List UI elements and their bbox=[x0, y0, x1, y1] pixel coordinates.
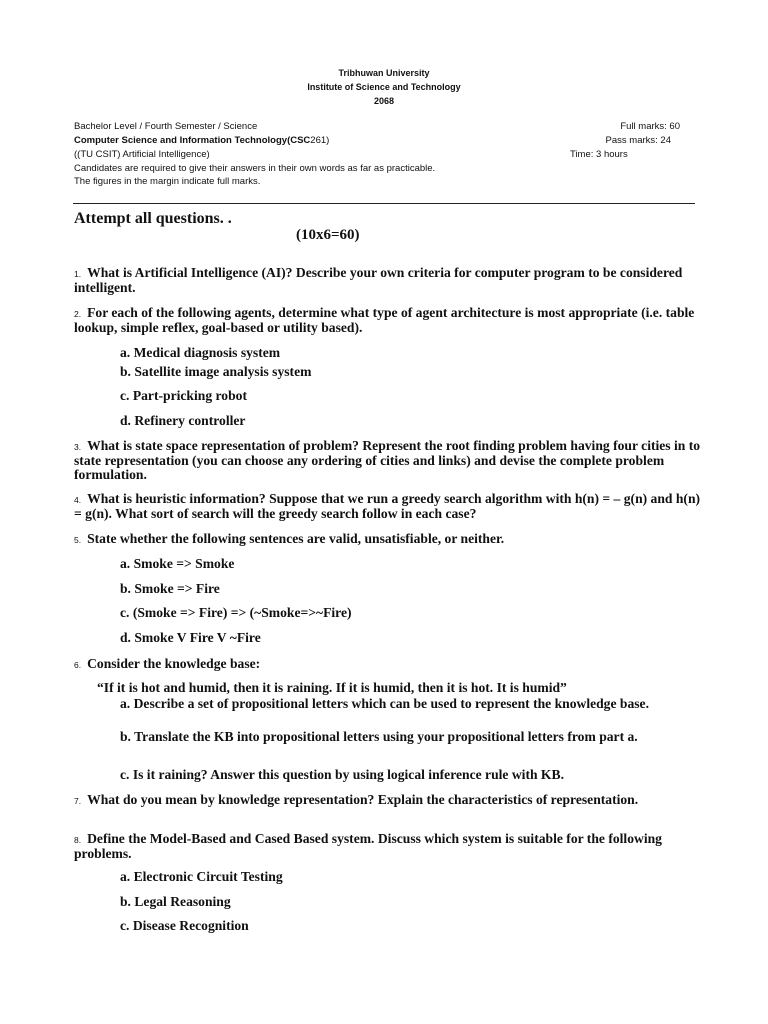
header-divider bbox=[73, 203, 695, 204]
exam-year: 2068 bbox=[373, 96, 395, 106]
question-text: State whether the following sentences are valid, unsatisfiable, or neither. bbox=[87, 531, 505, 546]
question-3 bbox=[74, 439, 704, 482]
sub-item: b. Smoke => Fire bbox=[120, 581, 220, 596]
course-line: Computer Science and Information Technology(CSC261) bbox=[74, 135, 330, 146]
full-marks: Full marks: 60 bbox=[620, 121, 680, 132]
sub-item: b. Legal Reasoning bbox=[120, 894, 231, 909]
question-text: What is state space representation of problem? Represent the root finding problem having four cities in to state representation (you can choose any ordering of cities and links) and devise the complete problem formulation. bbox=[74, 438, 701, 482]
question-2 bbox=[74, 306, 704, 335]
question-1 bbox=[74, 266, 704, 295]
question-text: For each of the following agents, determine what type of agent architecture is most appropriate (i.e. table lookup, simple reflex, goal-based or utility based). bbox=[74, 305, 695, 335]
question-8 bbox=[74, 832, 704, 861]
institute-name: Institute of Science and Technology bbox=[307, 82, 461, 92]
instruction-2: The figures in the margin indicate full marks. bbox=[74, 176, 261, 187]
pass-marks: Pass marks: 24 bbox=[605, 135, 671, 146]
sub-item: a. Smoke => Smoke bbox=[120, 556, 235, 571]
question-6 bbox=[74, 657, 704, 672]
university-name: Tribhuwan University bbox=[338, 68, 430, 78]
sub-item: b. Translate the KB into propositional letters using your propositional letters from part a. bbox=[120, 729, 638, 744]
question-text: What is heuristic information? Suppose that we run a greedy search algorithm with h(n) = – g(n) and h(n) = g(n). What sort of search will the greedy search follow in each case? bbox=[74, 491, 701, 521]
question-4 bbox=[74, 492, 704, 521]
sub-item: a. Medical diagnosis system bbox=[120, 345, 281, 360]
question-number: 7. bbox=[74, 796, 82, 806]
question-text: What is Artificial Intelligence (AI)? Describe your own criteria for computer program to be considered intelligent. bbox=[74, 265, 683, 295]
marks-formula: (10x6=60) bbox=[296, 227, 360, 243]
level-line: Bachelor Level / Fourth Semester / Science bbox=[74, 121, 258, 132]
question-text: What do you mean by knowledge representation? Explain the characteristics of representation. bbox=[87, 792, 639, 807]
course-code: 261 bbox=[310, 135, 327, 146]
time-allowed: Time: 3 hours bbox=[570, 149, 628, 160]
sub-item: c. Disease Recognition bbox=[120, 918, 249, 933]
question-text: Consider the knowledge base: bbox=[87, 656, 261, 671]
question-number: 4. bbox=[74, 495, 82, 505]
question-number: 3. bbox=[74, 442, 82, 452]
question-number: 1. bbox=[74, 269, 82, 279]
question-5 bbox=[74, 532, 704, 547]
sub-item: c. Part-pricking robot bbox=[120, 388, 247, 403]
sub-item: a. Describe a set of propositional letters which can be used to represent the knowledge base. bbox=[120, 696, 649, 711]
course-name: Computer Science and Information Technology(CSC bbox=[74, 135, 311, 146]
question-number: 2. bbox=[74, 309, 82, 319]
sub-item: d. Refinery controller bbox=[120, 413, 246, 428]
question-number: 6. bbox=[74, 660, 82, 670]
sub-item: c. (Smoke => Fire) => (~Smoke=>~Fire) bbox=[120, 605, 352, 620]
sub-item: c. Is it raining? Answer this question by using logical inference rule with KB. bbox=[120, 767, 564, 782]
subject-line: ((TU CSIT) Artificial Intelligence) bbox=[74, 149, 210, 160]
question-7 bbox=[74, 793, 704, 808]
sub-item: d. Smoke V Fire V ~Fire bbox=[120, 630, 261, 645]
instruction-1: Candidates are required to give their answers in their own words as far as practicable. bbox=[74, 163, 436, 174]
question-number: 5. bbox=[74, 535, 82, 545]
question-number: 8. bbox=[74, 835, 82, 845]
sub-item: b. Satellite image analysis system bbox=[120, 364, 312, 379]
section-heading: Attempt all questions. . bbox=[74, 210, 232, 227]
sub-item: a. Electronic Circuit Testing bbox=[120, 869, 283, 884]
question-text: Define the Model-Based and Cased Based system. Discuss which system is suitable for the following problems. bbox=[74, 831, 662, 861]
knowledge-base-quote: “If it is hot and humid, then it is raining. If it is humid, then it is hot. It is humid” bbox=[97, 680, 567, 695]
